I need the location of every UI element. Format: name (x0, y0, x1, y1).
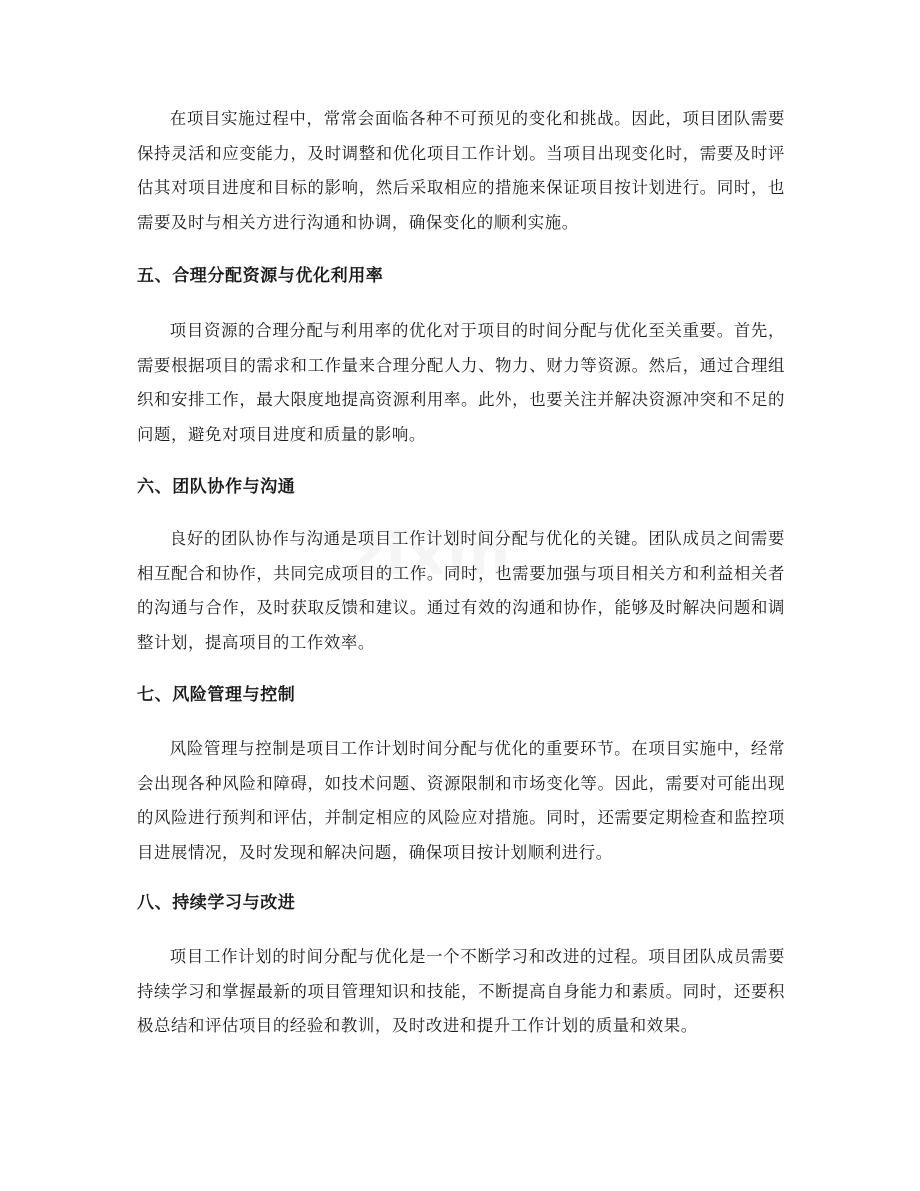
section-body-5: 项目资源的合理分配与利用率的优化对于项目的时间分配与优化至关重要。首先，需要根据项目的需求和工作量来合理分配人力、物力、财力等资源。然后，通过合理组织和安排工作，最大限度地提高资源利用率。此外，也要关注并解决资源冲突和不足的问题，避免对项目进度和质量的影响。 (137, 321, 785, 444)
section-body-6: 良好的团队协作与沟通是项目工作计划时间分配与优化的关键。团队成员之间需要相互配合和协作，共同完成项目的工作。同时，也需要加强与项目相关方和利益相关者的沟通与合作，及时获取反馈和建议。通过有效的沟通和协作，能够及时解决问题和调整计划，提高项目的工作效率。 (137, 529, 785, 652)
watermark: zixin (350, 520, 513, 588)
section-heading-6: 六、团队协作与沟通 (137, 477, 296, 497)
section-heading-5: 五、合理分配资源与优化利用率 (137, 266, 384, 286)
section-heading-8: 八、持续学习与改进 (137, 893, 296, 913)
section-body-7: 风险管理与控制是项目工作计划时间分配与优化的重要环节。在项目实施中，经常会出现各种风险和障碍，如技术问题、资源限制和市场变化等。因此，需要对可能出现的风险进行预判和评估，并制定相应的风险应对措施。同时，还需要定期检查和监控项目进展情况，及时发现和解决问题，确保项目按计划顺利进行。 (137, 739, 785, 862)
section-body-8: 项目工作计划的时间分配与优化是一个不断学习和改进的过程。项目团队成员需要持续学习和掌握最新的项目管理知识和技能，不断提高自身能力和素质。同时，还要积极总结和评估项目的经验和教训，及时改进和提升工作计划的质量和效果。 (137, 947, 785, 1035)
intro-paragraph: 在项目实施过程中，常常会面临各种不可预见的变化和挑战。因此，项目团队需要保持灵活和应变能力，及时调整和优化项目工作计划。当项目出现变化时，需要及时评估其对项目进度和目标的影响，然后采取相应的措施来保证项目按计划进行。同时，也需要及时与相关方进行沟通和协调，确保变化的顺利实施。 (137, 109, 785, 232)
section-heading-7: 七、风险管理与控制 (137, 685, 296, 705)
